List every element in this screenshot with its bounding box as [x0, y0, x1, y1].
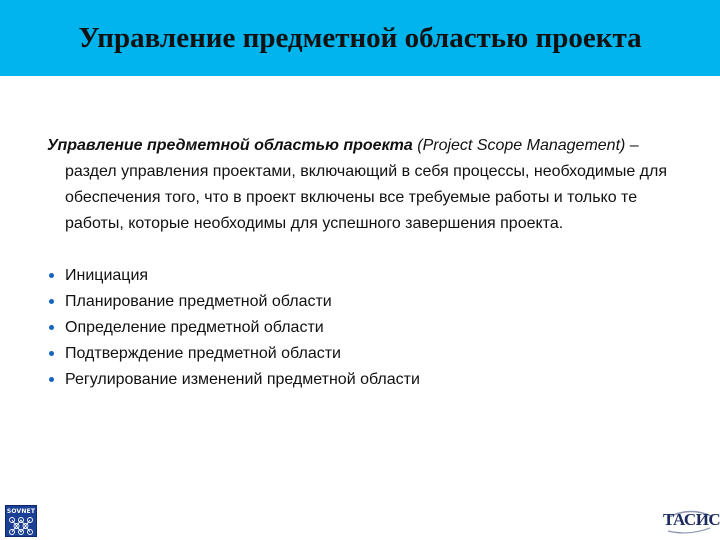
list-item: [47, 341, 672, 367]
bullet-icon: [49, 299, 54, 304]
list-item-label: Планирование предметной области: [65, 293, 332, 310]
sovnet-logo: [5, 505, 37, 537]
intro-paragraph: [47, 133, 672, 237]
intro-term: Управление предметной областью проекта: [47, 137, 413, 154]
list-item-label: Определение предметной области: [65, 319, 324, 336]
intro-definition: раздел управления проектами, включающий в себя процессы, необходимые для обеспечения того, что в проект включены все требуемые работы и только те работы, которые необходимы для успешного завершения проекта.: [65, 163, 667, 232]
list-item: [47, 289, 672, 315]
slide-body: [47, 133, 672, 393]
bullet-list: [47, 263, 672, 393]
bullet-icon: [49, 325, 54, 330]
intro-english-term: (Project Scope Management): [417, 137, 626, 154]
bullet-icon: [49, 351, 54, 356]
sovnet-logo-text: SOVNET: [6, 508, 36, 515]
list-item-label: Регулирование изменений предметной области: [65, 371, 420, 388]
list-item: [47, 367, 672, 393]
list-item-label: Подтверждение предметной области: [65, 345, 341, 362]
list-item: [47, 263, 672, 289]
tacis-logo: [663, 508, 720, 534]
list-item-label: Инициация: [65, 267, 149, 284]
intro-dash: –: [625, 137, 639, 154]
slide-title: Управление предметной областью проекта: [78, 22, 642, 54]
title-bar: [0, 0, 720, 76]
tacis-logo-text: ТАСИС: [663, 510, 720, 529]
bullet-icon: [49, 273, 54, 278]
bullet-icon: [49, 377, 54, 382]
sovnet-network-icon: [8, 516, 34, 535]
list-item: [47, 315, 672, 341]
